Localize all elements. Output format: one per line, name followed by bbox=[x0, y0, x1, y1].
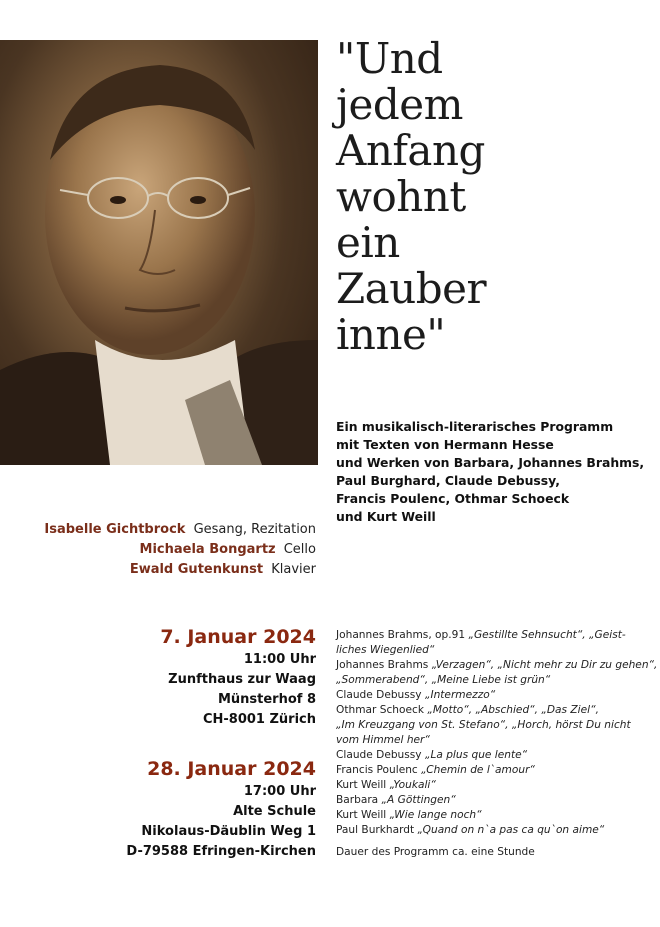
title-line: wohnt bbox=[336, 172, 466, 221]
intro-line: Ein musikalisch-literarisches Programm bbox=[336, 419, 614, 434]
works: „Wie lange noch“ bbox=[389, 809, 482, 821]
program-item bbox=[336, 778, 656, 793]
event-time: 11:00 Uhr bbox=[243, 652, 316, 667]
event-street: Münsterhof 8 bbox=[217, 692, 316, 707]
works: liches Wiegenlied“ bbox=[336, 644, 435, 656]
intro-line: und Werken von Barbara, Johannes Brahms, bbox=[336, 455, 645, 470]
poster-title bbox=[336, 36, 646, 358]
program-item bbox=[336, 673, 656, 688]
composer: Kurt Weill bbox=[336, 809, 390, 821]
works: „Gestillte Sehnsucht“, „Geist- bbox=[468, 629, 626, 641]
program-item bbox=[336, 748, 656, 763]
intro-line: und Kurt Weill bbox=[336, 509, 436, 524]
event-date: 7. Januar 2024 bbox=[160, 626, 316, 648]
composer: Barbara bbox=[336, 794, 382, 806]
performer-role: Gesang, Rezitation bbox=[193, 522, 316, 537]
program-list bbox=[336, 628, 656, 838]
program-item bbox=[336, 823, 656, 838]
composer: Johannes Brahms, op.91 bbox=[336, 629, 469, 641]
title-line: Zauber bbox=[336, 264, 487, 313]
intro-line: mit Texten von Hermann Hesse bbox=[336, 437, 554, 452]
program-item bbox=[336, 763, 656, 778]
program-description bbox=[336, 418, 656, 526]
works: „Im Kreuzgang von St. Stefano“, „Horch, hörst Du nicht bbox=[336, 719, 631, 731]
intro-line: Francis Poulenc, Othmar Schoeck bbox=[336, 491, 570, 506]
performer-name: Michaela Bongartz bbox=[139, 542, 276, 557]
program-duration: Dauer des Programm ca. eine Stunde bbox=[336, 846, 535, 858]
composer: Othmar Schoeck bbox=[336, 704, 428, 716]
composer: Claude Debussy bbox=[336, 749, 425, 761]
composer: Francis Poulenc bbox=[336, 764, 422, 776]
event-zurich bbox=[160, 624, 316, 730]
program-item bbox=[336, 793, 656, 808]
title-line: ein bbox=[336, 218, 400, 267]
works: „A Göttingen“ bbox=[381, 794, 456, 806]
performer bbox=[44, 540, 316, 560]
event-time: 17:00 Uhr bbox=[243, 784, 316, 799]
works: „Verzagen“, „Nicht mehr zu Dir zu gehen“, bbox=[431, 659, 658, 671]
title-line: "Und bbox=[336, 34, 443, 83]
program-item bbox=[336, 628, 656, 643]
performer-name: Ewald Gutenkunst bbox=[129, 562, 264, 577]
works: vom Himmel her“ bbox=[336, 734, 430, 746]
program-item bbox=[336, 808, 656, 823]
title-line: inne" bbox=[336, 310, 446, 359]
composer: Kurt Weill bbox=[336, 779, 390, 791]
performer-name: Isabelle Gichtbrock bbox=[44, 522, 186, 537]
intro-line: Paul Burghard, Claude Debussy, bbox=[336, 473, 560, 488]
program-item bbox=[336, 658, 656, 673]
program-item bbox=[336, 688, 656, 703]
event-city: D-79588 Efringen-Kirchen bbox=[126, 844, 316, 859]
event-date: 28. Januar 2024 bbox=[147, 758, 316, 780]
title-line: Anfang bbox=[336, 126, 485, 175]
event-street: Nikolaus-Däublin Weg 1 bbox=[141, 824, 316, 839]
program-item bbox=[336, 733, 656, 748]
performer-role: Cello bbox=[283, 542, 316, 557]
works: „Youkali“ bbox=[389, 779, 436, 791]
performers-list bbox=[44, 520, 316, 580]
composer: Paul Burkhardt bbox=[336, 824, 418, 836]
event-venue: Zunfthaus zur Waag bbox=[168, 672, 316, 687]
works: „Sommerabend“, „Meine Liebe ist grün“ bbox=[336, 674, 551, 686]
event-city: CH-8001 Zürich bbox=[202, 712, 316, 727]
composer: Johannes Brahms bbox=[336, 659, 432, 671]
event-efringen bbox=[126, 756, 316, 862]
performer bbox=[44, 520, 316, 540]
performer-role: Klavier bbox=[271, 562, 316, 577]
title-line: jedem bbox=[336, 80, 463, 129]
composer: Claude Debussy bbox=[336, 689, 425, 701]
program-item bbox=[336, 703, 656, 718]
works: „Intermezzo“ bbox=[424, 689, 496, 701]
portrait-illustration bbox=[0, 40, 318, 465]
portrait-photo bbox=[0, 40, 318, 465]
works: „Quand on n`a pas ca qu`on aime“ bbox=[417, 824, 605, 836]
works: „La plus que lente“ bbox=[424, 749, 528, 761]
event-venue: Alte Schule bbox=[233, 804, 316, 819]
program-item bbox=[336, 643, 656, 658]
program-item bbox=[336, 718, 656, 733]
works: „Chemin de l`amour“ bbox=[421, 764, 535, 776]
performer bbox=[44, 560, 316, 580]
works: „Motto“, „Abschied“, „Das Ziel“, bbox=[427, 704, 599, 716]
